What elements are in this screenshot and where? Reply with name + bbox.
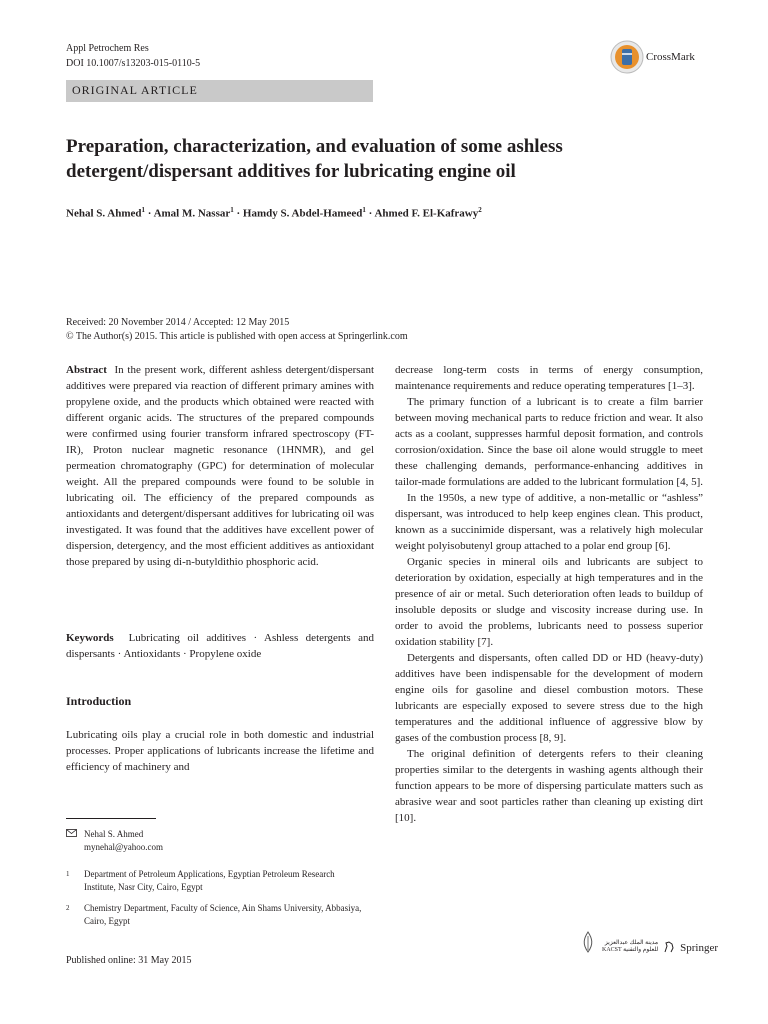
author-affil-ref: 2 <box>478 206 482 214</box>
springer-label: Springer <box>680 942 719 954</box>
kacst-line-1: مدينة الملك عبدالعزيز <box>604 940 659 946</box>
author-affil-ref: 1 <box>362 206 366 214</box>
keywords-block <box>66 630 374 662</box>
abstract-block <box>66 362 374 570</box>
correspondence <box>66 828 366 854</box>
abstract-label: Abstract <box>66 364 107 376</box>
keywords-label: Keywords <box>66 632 114 644</box>
author-affil-ref: 1 <box>141 206 145 214</box>
keywords-text: Lubricating oil additives · Ashless detergents and dispersants · Antioxidants · Propylene oxide <box>66 632 375 660</box>
author[interactable]: Nehal S. Ahmed <box>66 207 142 220</box>
intro-p1: Lubricating oils play a crucial role in both domestic and industrial processes. Proper applications of lubricants increase the lifetime and efficiency of machinery and <box>66 729 374 773</box>
footer-logos <box>578 930 718 954</box>
author-separator: · <box>233 207 243 220</box>
journal-header <box>66 41 200 71</box>
affiliation <box>66 868 366 894</box>
body-paragraph: decrease long-term costs in terms of energy consumption, maintenance requirements and reduce operating temperatures [1–3]. <box>395 364 703 392</box>
paper-title: Preparation, characterization, and evaluation of some ashless detergent/dispersant additives for lubricating engine oil <box>66 136 563 182</box>
affiliation-number: 2 <box>66 904 70 912</box>
section-heading-introduction: Introduction <box>66 694 132 708</box>
body-paragraph: Organic species in mineral oils and lubricants are subject to deterioration by oxidation, especially at high temperatures and in the presence of air or metal. Such deterioration often leads to buildup of insoluble deposits or sludge and viscosity increase during use. In order to avoid the problems, lubricants need to possess superior oxidation stability [7]. <box>395 556 703 648</box>
springer-horse-icon <box>662 940 676 954</box>
author[interactable]: Ahmed F. El-Kafrawy <box>374 207 479 220</box>
footnote-rule <box>66 818 156 819</box>
author-separator: · <box>365 207 375 220</box>
corresponding-author: Nehal S. Ahmed <box>84 829 144 839</box>
body-paragraph: In the 1950s, a new type of additive, a non-metallic or “ashless” dispersant, was introduced to help keep engines clean. This product, known as a succinimide dispersant, was a relatively high molecular weight polyisobutenyl group attached to a polar end group [6]. <box>395 492 703 552</box>
article-type: ORIGINAL ARTICLE <box>72 83 198 97</box>
right-column <box>395 362 703 826</box>
kacst-logo-icon <box>578 930 598 954</box>
crossmark-label: CrossMark <box>646 51 695 63</box>
corresponding-email[interactable]: mynehal@yahoo.com <box>84 842 164 852</box>
body-paragraph: Detergents and dispersants, often called DD or HD (heavy-duty) additives have been indispensable for the development of modern engine oils for gasoline and diesel combustion motors. These lubricants are especially exposed to severe stress due to the high temperatures and the additional influence of aggressive blow by gases of the combustion process [8, 9]. <box>395 652 703 744</box>
crossmark-badge[interactable] <box>610 40 695 74</box>
article-type-band <box>66 80 373 102</box>
kacst-text <box>602 940 658 954</box>
abstract-text: In the present work, different ashless detergent/dispersant additives were prepared via reaction of different primary amines with propylene oxide, and the products which obtained were reacted with different organic acids. The structures of the prepared compounds were confirmed using fourier transform infrared spectroscopy (FT-IR), Proton nuclear magnetic resonance (1HNMR), and gel permeation chromatography (GPC) for determination of molecular weight. All the prepared compounds were found to be soluble in lubricating oil. The efficiency of the prepared compounds as antioxidants and detergent/dispersant additives for lubricating oil was investigated. It was found that the additives have excellent power of dispersion, detergency, and the most efficient additives as antioxidant those prepared by using di-n-butyldithio phosphoric acid. <box>66 364 374 568</box>
author-affil-ref: 1 <box>230 206 234 214</box>
affiliation-text: Chemistry Department, Faculty of Science, Ain Shams University, Abbasiya, Cairo, Egypt <box>84 903 362 926</box>
affiliation <box>66 902 366 928</box>
author[interactable]: Hamdy S. Abdel-Hameed <box>242 207 363 220</box>
affiliation-number: 1 <box>66 870 70 878</box>
kacst-line-2: KACST للعلوم والتقنية <box>602 947 659 953</box>
dates-block <box>66 316 408 344</box>
published-online: Published online: 31 May 2015 <box>66 955 192 966</box>
body-paragraph: The primary function of a lubricant is to create a film barrier between moving mechanical parts to reduce friction and wear. It also acts as a coolant, suppresses harmful deposit formation, and controls corrosion/oxidation. Since the base oil alone would struggle to meet these challenging demands, performance-enhancing additives in tailor-made formulations are added to the lubricant formulation [4, 5]. <box>395 396 703 488</box>
body-paragraph: The original definition of detergents refers to their cleaning properties similar to the detergents in washing agents although their function appears to be more of dispersing particulate matters such as abrasive wear and soot particles rather than cleaning up existing dirt [10]. <box>395 748 703 824</box>
journal-name: Appl Petrochem Res <box>66 43 149 54</box>
author-list <box>66 206 482 220</box>
author[interactable]: Amal M. Nassar <box>153 207 231 220</box>
author-separator: · <box>145 207 154 220</box>
envelope-icon <box>66 828 84 854</box>
license-note: © The Author(s) 2015. This article is published with open access at Springerlink.com <box>66 331 408 342</box>
crossmark-icon <box>610 40 644 74</box>
received-accepted: Received: 20 November 2014 / Accepted: 12 May 2015 <box>66 317 290 328</box>
affiliation-text: Department of Petroleum Applications, Egyptian Petroleum Research Institute, Nasr City, Cairo, Egypt <box>84 869 335 892</box>
intro-paragraph <box>66 727 374 775</box>
doi[interactable]: DOI 10.1007/s13203-015-0110-5 <box>66 58 201 69</box>
